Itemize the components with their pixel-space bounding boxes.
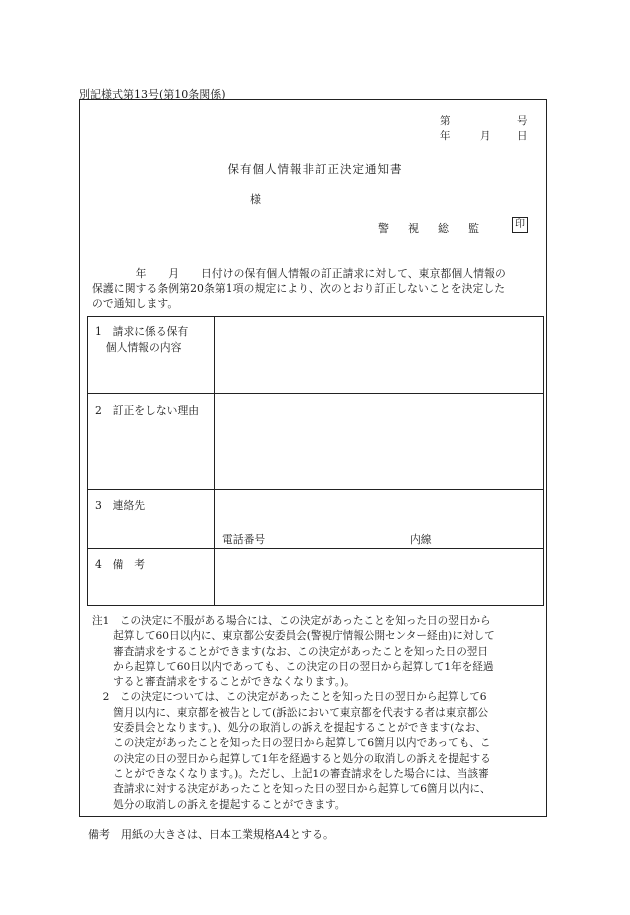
note-line: 2 この決定については、この決定があったことを知った日の翌日から起算して6 bbox=[92, 691, 487, 704]
note-line: 起算して60日以内に、東京都公安委員会(警視庁情報公開センター経由)に対して bbox=[92, 630, 495, 643]
note-line: 審査請求をすることができます(なお、この決定があったことを知った日の翌日 bbox=[92, 645, 488, 658]
body-line: 年 月 日付けの保有個人情報の訂正請求に対して、東京都個人情報の bbox=[92, 267, 506, 280]
note-line: から起算して60日以内であっても、この決定の日の翌日から起算して1年を経過 bbox=[92, 660, 494, 673]
number-suffix: 号 bbox=[517, 115, 528, 127]
date-month: 月 bbox=[480, 130, 491, 142]
seal-mark: 印 bbox=[512, 217, 528, 233]
date-day: 日 bbox=[517, 130, 528, 142]
info-table bbox=[87, 316, 544, 606]
note-line: ことができなくなります。)。ただし、上記1の審査請求をした場合には、当該審 bbox=[92, 767, 489, 780]
table-column-divider bbox=[214, 317, 215, 605]
notes bbox=[92, 614, 552, 813]
row-label-line: 4 備 考 bbox=[95, 558, 146, 571]
table-row-label-reason bbox=[95, 403, 199, 419]
note-line: 注1 この決定に不服がある場合には、この決定があったことを知った日の翌日から bbox=[92, 615, 491, 627]
table-row-label-contact bbox=[95, 498, 145, 514]
contact-extension-label: 内線 bbox=[410, 533, 432, 546]
table-row-divider bbox=[88, 548, 543, 549]
table-row-label-content bbox=[95, 324, 188, 356]
date-year: 年 bbox=[440, 130, 451, 142]
number-label: 第 bbox=[440, 115, 451, 127]
note-line: の決定の日の翌日から起算して1年を経過すると処分の取消しの訴えを提起する bbox=[92, 752, 491, 765]
note-line: 査請求に対する決定があったことを知った日の翌日から起算して6箇月以内に、 bbox=[92, 783, 491, 796]
table-row-divider bbox=[88, 393, 543, 394]
row-label-line: 個人情報の内容 bbox=[95, 341, 182, 354]
table-row-label-remarks bbox=[95, 557, 145, 573]
row-label-line: 2 訂正をしない理由 bbox=[95, 404, 200, 417]
note-line: すると審査請求をすることができなくなります。)。 bbox=[92, 676, 355, 689]
table-row-divider bbox=[88, 489, 543, 490]
document-title: 保有個人情報非訂正決定通知書 bbox=[227, 162, 403, 176]
issuer-name: 警視総監 bbox=[378, 222, 498, 235]
note-line: 処分の取消しの訴えを提起することができます。 bbox=[92, 798, 346, 811]
paper-size-remarks: 備考 用紙の大きさは、日本工業規格A4とする。 bbox=[88, 828, 334, 841]
contact-phone-label: 電話番号 bbox=[222, 533, 266, 546]
addressee-suffix: 様 bbox=[250, 193, 261, 206]
body-line: ので通知します。 bbox=[92, 297, 179, 310]
form-number: 別記様式第13号(第10条関係) bbox=[79, 88, 226, 101]
row-label-line: 1 請求に係る保有 bbox=[95, 325, 189, 338]
body-text bbox=[92, 266, 544, 311]
note-line: この決定があったことを知った日の翌日から起算して6箇月以内であっても、こ bbox=[92, 737, 491, 750]
note-line: 安委員会となります。)、処分の取消しの訴えを提起することができます(なお、 bbox=[92, 722, 487, 735]
note-line: 箇月以内に、東京都を被告として(訴訟において東京都を代表する者は東京都公 bbox=[92, 706, 489, 719]
body-line: 保護に関する条例第20条第1項の規定により、次のとおり訂正しないことを決定した bbox=[92, 282, 506, 295]
row-label-line: 3 連絡先 bbox=[95, 499, 146, 512]
